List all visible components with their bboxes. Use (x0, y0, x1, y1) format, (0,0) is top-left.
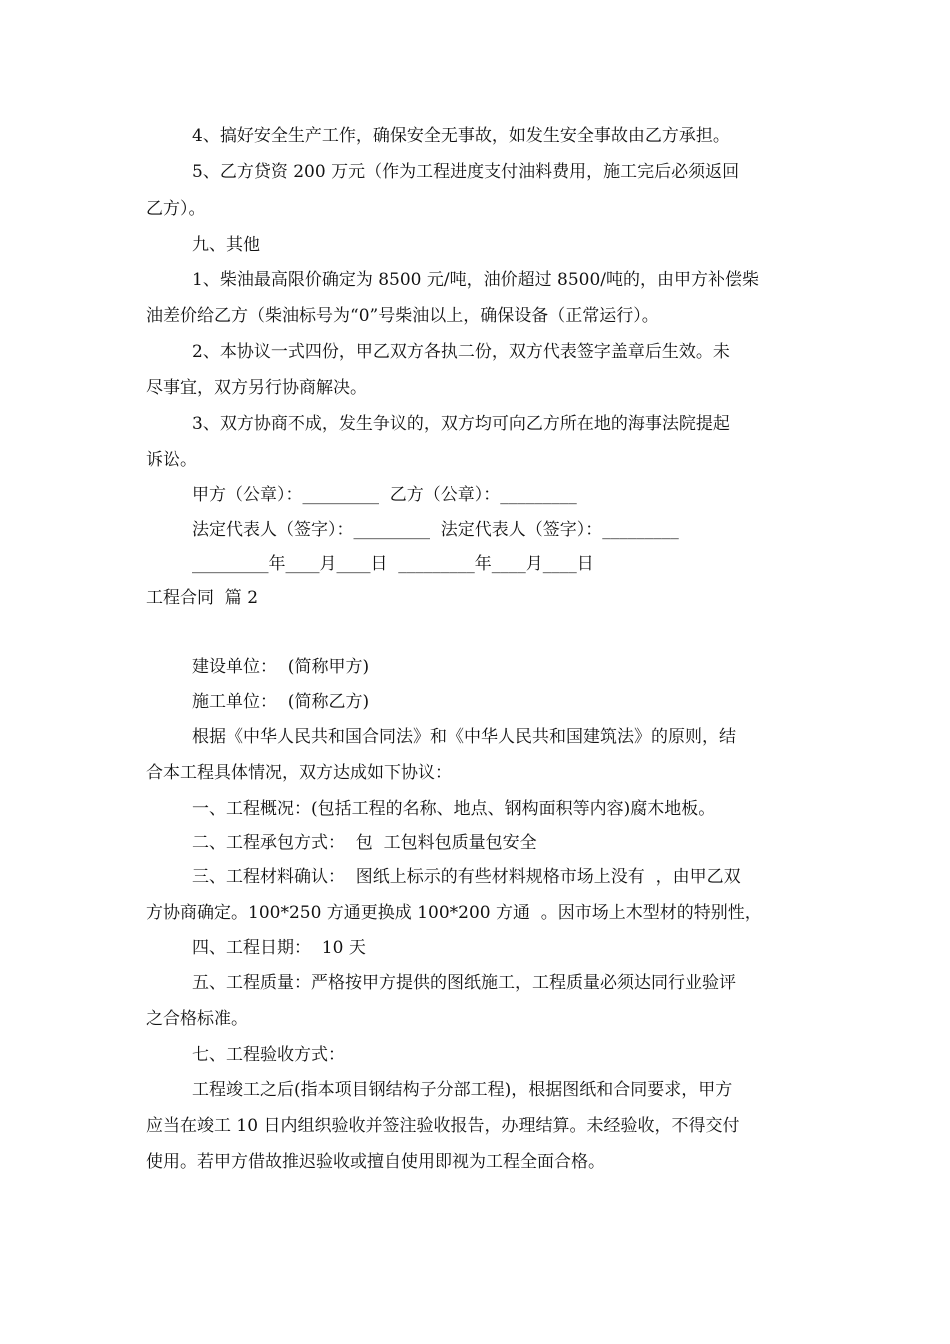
clause-9-3-line-1: 3、双方协商不成，发生争议的，双方均可向乙方所在地的海事法院提起 (192, 414, 730, 434)
clause-9-2-line-1: 2、本协议一式四份，甲乙双方各执二份，双方代表签字盖章后生效。未 (192, 342, 730, 362)
acceptance-heading: 七、工程验收方式： (192, 1045, 345, 1065)
acceptance-line-3: 使用。若甲方借故推迟验收或擅自使用即视为工程全面合格。 (146, 1152, 605, 1172)
section-9-heading: 九、其他 (192, 235, 260, 255)
clause-5-line-1: 5、乙方贷资 200 万元（作为工程进度支付油料费用，施工完后必须返回 (192, 162, 740, 182)
clause-duration: 四、工程日期： 10 天 (192, 938, 366, 958)
contractor-line: 施工单位： (简称乙方) (192, 692, 370, 712)
clause-quality-line-2: 之合格标准。 (146, 1009, 248, 1029)
builder-line: 建设单位： (简称甲方) (192, 657, 370, 677)
acceptance-line-1: 工程竣工之后(指本项目钢结构子分部工程)，根据图纸和合同要求，甲方 (192, 1080, 733, 1100)
clause-method: 二、工程承包方式： 包 工包料包质量包安全 (192, 833, 537, 853)
clause-5-line-2: 乙方）。 (146, 199, 206, 219)
clause-4: 4、搞好安全生产工作，确保安全无事故，如发生安全事故由乙方承担。 (192, 126, 730, 146)
clause-materials-line-1: 三、工程材料确认： 图纸上标示的有些材料规格市场上没有 ，由甲乙双 (192, 867, 741, 887)
clause-9-2-line-2: 尽事宜，双方另行协商解决。 (146, 378, 367, 398)
clause-9-1-line-1: 1、柴油最高限价确定为 8500 元/吨，油价超过 8500/吨的，由甲方补偿柴 (192, 270, 760, 290)
intro-line-2: 合本工程具体情况，双方达成如下协议： (146, 763, 452, 783)
date-line: _________年____月____日 _________年____月____日 (192, 554, 594, 574)
seal-signature-line: 甲方（公章）：_________ 乙方（公章）：_________ (192, 485, 577, 505)
clause-quality-line-1: 五、工程质量：严格按甲方提供的图纸施工，工程质量必须达同行业验评 (192, 973, 736, 993)
contract-2-title: 工程合同 篇 2 (146, 588, 259, 608)
clause-9-1-line-2: 油差价给乙方（柴油标号为“0”号柴油以上，确保设备（正常运行）。 (146, 306, 659, 326)
representative-signature-line: 法定代表人（签字）：_________ 法定代表人（签字）：_________ (192, 520, 679, 540)
clause-overview: 一、工程概况：(包括工程的名称、地点、钢构面积等内容)腐木地板。 (192, 799, 716, 819)
clause-materials-line-2: 方协商确定。100*250 方通更换成 100*200 方通 。因市场上木型材的特别性， (146, 903, 762, 923)
intro-line-1: 根据《中华人民共和国合同法》和《中华人民共和国建筑法》的原则，结 (192, 727, 736, 747)
acceptance-line-2: 应当在竣工 10 日内组织验收并签注验收报告，办理结算。未经验收，不得交付 (146, 1116, 740, 1136)
clause-9-3-line-2: 诉讼。 (146, 450, 197, 470)
